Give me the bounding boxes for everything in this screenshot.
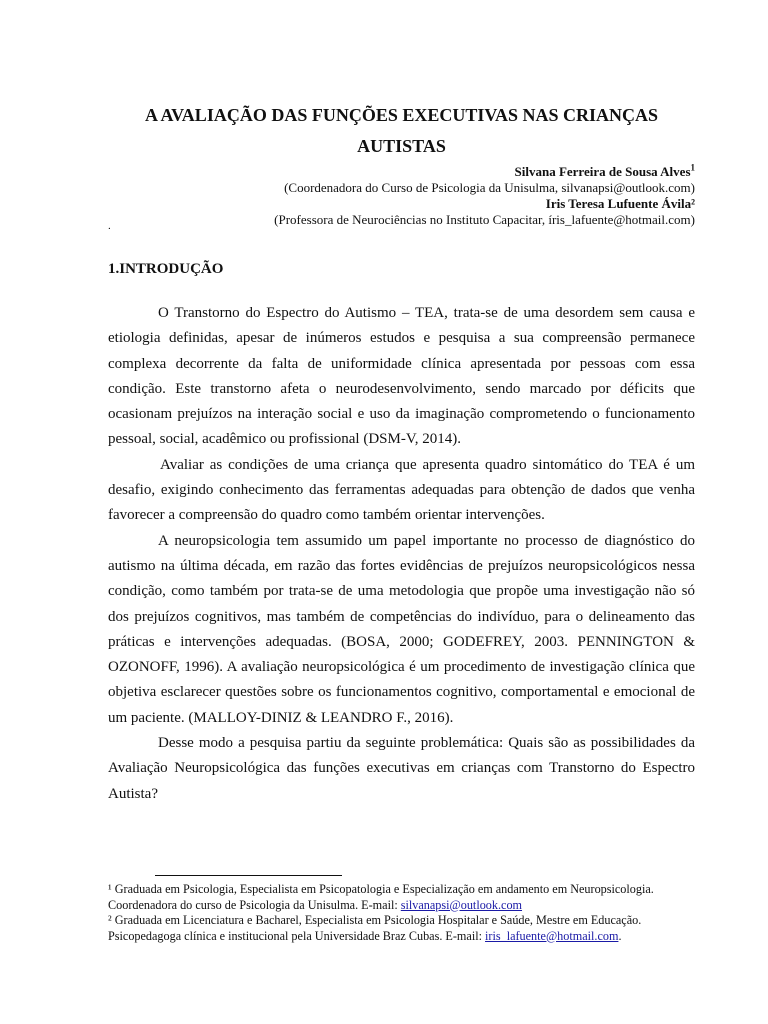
body-text [108,301,695,807]
author-1-affiliation: (Coordenadora do Curso de Psicologia da Unisulma, silvanapsi@outlook.com) [284,180,695,195]
paragraph-3: A neuropsicologia tem assumido um papel importante no processo de diagnóstico do autismo na última década, em razão das fortes evidências de prejuízos neuropsicológicos nessa condição, como também por trata-se de uma metodologia que propõe uma investigação não só dos prejuízos cognitivos, mas também de competências do indivíduo, para o delineamento das práticas e intervenções adequadas. (BOSA, 2000; GODEFREY, 2003. PENNINGTON & OZONOFF, 1996). A avaliação neuropsicológica é um procedimento de investigação clínica que objetiva esclarecer questões sobre os funcionamentos cognitivo, comportamental e emocional de um paciente. (MALLOY-DINIZ & LEANDRO F., 2016). [108,532,695,726]
paragraph-4: Desse modo a pesquisa partiu da seguinte problemática: Quais são as possibilidades da Avaliação Neuropsicológica das funções executivas em crianças com Transtorno do Espectro Autista? [108,735,695,802]
author-1-footnote-mark: 1 [690,162,695,173]
footnote-separator [155,875,342,876]
title-line-1: A AVALIAÇÃO DAS FUNÇÕES EXECUTIVAS NAS CRIANÇAS [144,105,659,125]
footnote-2-line-1: ² Graduada em Licenciatura e Bacharel, Especialista em Psicologia Hospitalar e Saúde, Mestre em Educação. [108,913,642,927]
footnote-1-line-2: Coordenadora do curso de Psicologia da Unisulma. E-mail: silvanapsi@outlook.com [108,897,523,912]
paragraph-1: O Transtorno do Espectro do Autismo – TEA, trata-se de uma desordem sem causa e etiologia definidas, apesar de inúmeros estudos e pesquisa a sua compreensão permanece complexa decorrente da falta de uniformidade clínica apresentada por pessoas com essa condição. Este transtorno afeta o neurodesenvolvimento, sendo marcado por déficits que ocasionam prejuízos na interação social e uso da imaginação comprometendo o funcionamento pessoal, social, acadêmico ou profissional (DSM-V, 2014). [108,305,695,448]
paragraph-2: Avaliar as condições de uma criança que apresenta quadro sintomático do TEA é um desafio, exigindo conhecimento das ferramentas adequadas para obtenção de dados que venha favorecer a compreensão do quadro como também orientar intervenções. [108,456,695,524]
document-title [108,100,695,162]
footnote-2-mark: ² [108,913,112,927]
footnote-1-mark: ¹ [108,882,112,896]
footnote-1-email-link[interactable]: silvanapsi@outlook.com [400,897,523,912]
footnotes [108,882,708,944]
stray-mark: . [108,220,111,232]
author-2-affiliation: (Professora de Neurociências no Instituto Capacitar, íris_lafuente@hotmail.com) [274,212,695,227]
author-1-name: Silvana Ferreira de Sousa Alves$^1$ [514,162,695,179]
title-line-2: AUTISTAS [357,136,446,156]
footnote-2-line-2: Psicopedagoga clínica e institucional pela Universidade Braz Cubas. E-mail: iris_lafuente@hotmail.com. [108,928,622,943]
section-heading: 1.INTRODUÇÃO [108,261,224,277]
footnote-1-line-1: ¹ Graduada em Psicologia, Especialista em Psicopatologia e Especialização em andamento em Neuropsicologia. [108,882,654,896]
footnote-2-email-link[interactable]: iris_lafuente@hotmail.com [485,928,619,943]
author-2-footnote-mark: ² [691,196,695,211]
author-2-name: Iris Teresa Lufuente Ávila² [545,196,695,211]
